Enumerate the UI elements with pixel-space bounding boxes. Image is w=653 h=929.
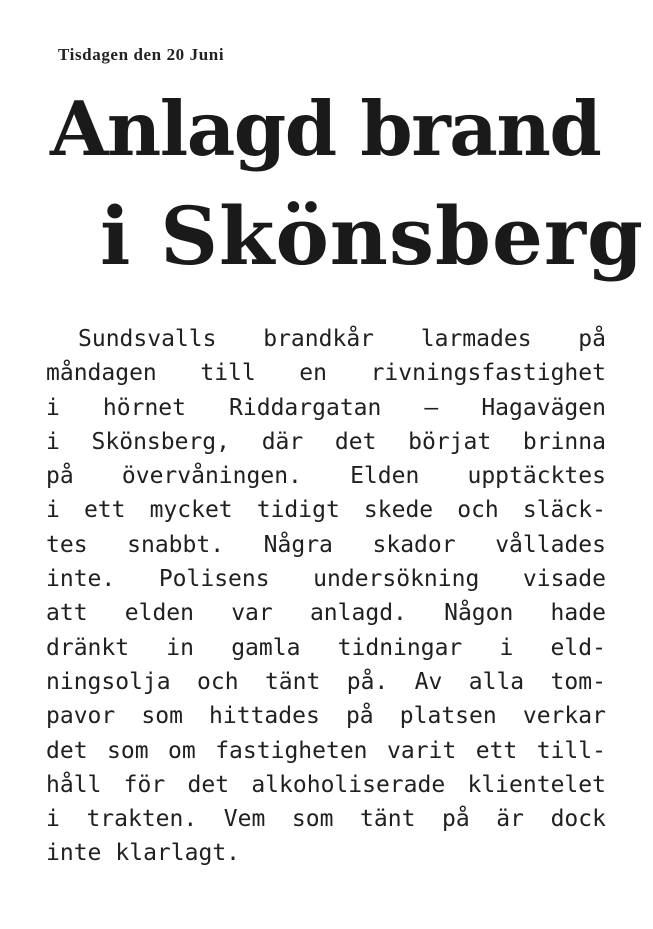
- body-word: tom-: [550, 668, 606, 695]
- body-word: —: [424, 394, 439, 421]
- body-word: dränkt: [46, 634, 130, 661]
- body-word: var: [231, 600, 273, 627]
- body-word: om: [168, 737, 196, 764]
- body-word: rivningsfastighet: [370, 360, 606, 387]
- body-line: [46, 596, 606, 630]
- body-word: klarlagt.: [115, 840, 241, 867]
- body-word: snabbt.: [127, 531, 225, 558]
- body-word: ett: [83, 497, 126, 524]
- body-word: det: [334, 428, 377, 455]
- body-word: upptäcktes: [467, 463, 606, 490]
- body-word: varit: [387, 737, 457, 764]
- body-line: [46, 562, 606, 596]
- body-word: som: [291, 806, 334, 833]
- body-word: mycket: [149, 497, 233, 524]
- body-word: skede: [363, 497, 434, 524]
- body-word: på.: [346, 668, 389, 695]
- body-word: Elden: [350, 463, 420, 490]
- body-line: [46, 459, 606, 493]
- body-word: där: [261, 428, 304, 455]
- body-word: vållades: [495, 531, 606, 558]
- body-word: måndagen: [46, 360, 157, 387]
- body-word: undersökning: [313, 566, 480, 593]
- body-word: alkoholiserade: [251, 771, 446, 798]
- body-word: Vem: [223, 806, 266, 833]
- body-word: i: [46, 394, 60, 421]
- body-word: Någon: [444, 600, 514, 627]
- body-word: Några: [263, 531, 333, 558]
- body-word: släck-: [522, 497, 606, 524]
- body-word: det: [46, 737, 88, 764]
- body-word: börjat: [408, 428, 492, 455]
- body-word: i: [46, 806, 60, 833]
- body-word: på: [46, 463, 74, 490]
- body-word: inte.: [46, 566, 116, 593]
- body-line: [46, 665, 606, 699]
- body-word: i: [46, 428, 60, 455]
- body-word: ett: [475, 737, 518, 764]
- body-word: skador: [372, 531, 456, 558]
- article-body: [46, 322, 606, 871]
- body-word: övervåningen.: [121, 463, 302, 490]
- body-word: eld-: [550, 634, 606, 661]
- body-word: hörnet: [102, 394, 186, 421]
- body-word: inte: [46, 840, 102, 867]
- body-word: på: [345, 703, 374, 730]
- body-line: [46, 734, 606, 768]
- body-line: [46, 425, 606, 459]
- body-line: [46, 768, 606, 802]
- body-word: tänt: [360, 806, 416, 833]
- body-word: larmades: [420, 326, 532, 352]
- body-word: och: [197, 668, 239, 695]
- body-word: brinna: [522, 428, 606, 455]
- body-word: i: [46, 497, 60, 524]
- body-word: Hagavägen: [481, 394, 606, 421]
- body-word: Polisens: [158, 566, 270, 593]
- body-word: till-: [536, 737, 606, 764]
- body-word: visade: [522, 566, 606, 593]
- body-word: tänt: [264, 668, 321, 695]
- body-word: det: [187, 771, 230, 798]
- body-word: elden: [124, 600, 194, 627]
- body-word: håll: [46, 771, 102, 798]
- body-word: för: [123, 771, 166, 798]
- headline-line-2: i Skönsberg: [100, 189, 644, 283]
- body-word: verkar: [522, 703, 606, 730]
- body-word: tes: [46, 531, 88, 558]
- body-word: hittades: [209, 703, 320, 730]
- body-word: in: [166, 634, 194, 661]
- body-word: Skönsberg,: [91, 428, 231, 455]
- body-word: i: [499, 634, 514, 661]
- body-word: till: [200, 360, 256, 387]
- dateline: Tisdagen den 20 Juni: [58, 45, 225, 64]
- body-word: platsen: [399, 703, 497, 730]
- body-line: [46, 699, 606, 733]
- body-word: ningsolja: [46, 668, 171, 695]
- body-word: gamla: [231, 634, 301, 661]
- body-word: brandkår: [263, 326, 375, 352]
- body-word: alla: [468, 668, 525, 695]
- body-word: hade: [550, 600, 606, 627]
- body-word: tidigt: [256, 497, 340, 524]
- body-line: [46, 356, 606, 390]
- body-word: som: [107, 737, 149, 764]
- body-line: [46, 631, 606, 665]
- body-word: som: [141, 703, 183, 730]
- body-line: [46, 802, 606, 836]
- body-word: anlagd.: [309, 600, 407, 627]
- body-word: att: [46, 600, 88, 627]
- body-line: [46, 493, 606, 527]
- body-word: dock: [550, 806, 606, 833]
- body-word: och: [457, 497, 499, 524]
- body-word: Av: [414, 668, 443, 695]
- body-line: [46, 322, 606, 356]
- body-word: en: [299, 360, 327, 387]
- body-word: på: [442, 806, 470, 833]
- body-word: trakten.: [86, 806, 198, 833]
- headline-line-1: Anlagd brand: [50, 85, 601, 173]
- body-word: klientelet: [467, 771, 606, 798]
- body-word: fastigheten: [215, 737, 368, 764]
- body-word: tidningar: [337, 634, 463, 661]
- body-word: på: [578, 326, 606, 352]
- body-line: [46, 528, 606, 562]
- body-word: är: [496, 806, 524, 833]
- body-line: [46, 836, 606, 870]
- body-word: Sundsvalls: [78, 326, 217, 352]
- body-word: pavor: [46, 703, 116, 730]
- body-word: Riddargatan: [229, 394, 382, 421]
- body-line: [46, 391, 606, 425]
